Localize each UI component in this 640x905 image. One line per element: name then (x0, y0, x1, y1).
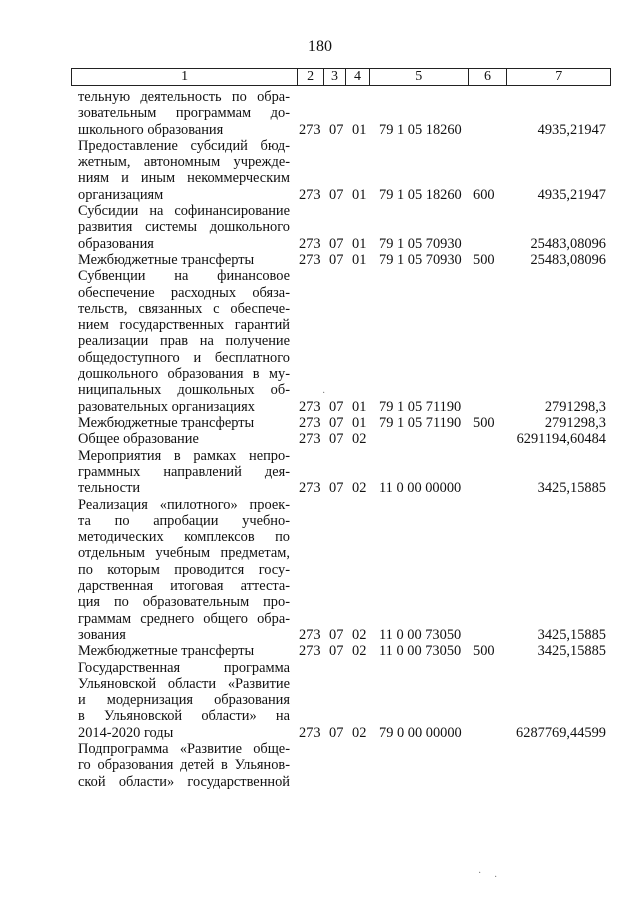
cell-c5: 11 0 00 73050 (379, 643, 462, 660)
cell-c4: 01 (352, 186, 367, 203)
description-line: Субвенции на финансовое (78, 268, 290, 285)
table-header (71, 68, 611, 86)
header-col-1: 1 (72, 69, 298, 85)
cell-c7: 2791298,3 (544, 398, 606, 415)
description-line: зовательным программам до- (78, 105, 290, 122)
cell-c4: 02 (352, 643, 367, 660)
cell-c2: 273 (299, 252, 321, 268)
description-line: Реализация «пилотного» проек- (78, 496, 290, 513)
row-description (78, 497, 290, 644)
cell-c7: 2791298,3 (544, 415, 606, 431)
cell-c2: 273 (299, 186, 321, 203)
cell-c3: 07 (329, 415, 344, 431)
cell-c3: 07 (329, 252, 344, 268)
cell-c4: 01 (352, 235, 367, 252)
cell-c2: 273 (299, 415, 321, 431)
description-line: дарственная итоговая аттеста- (78, 577, 290, 594)
cell-c2: 273 (299, 643, 321, 660)
row-description (78, 268, 290, 415)
cell-c7: 3425,15885 (537, 480, 606, 497)
cell-c2: 273 (299, 398, 321, 415)
cell-c2: 273 (299, 626, 321, 643)
description-line: разовательных организациях (78, 398, 255, 415)
description-line: Общее образование (78, 431, 199, 448)
description-line: Подпрограмма «Развитие обще- (78, 741, 290, 757)
header-col-7: 7 (555, 69, 563, 84)
description-line: ция по образовательным про- (78, 594, 290, 611)
cell-c7: 25483,08096 (530, 235, 606, 252)
cell-c4: 01 (352, 398, 367, 415)
cell-c7: 4935,21947 (537, 186, 606, 203)
cell-c3: 07 (329, 121, 344, 138)
header-col-2: 2 (298, 69, 324, 85)
page-number: 180 (308, 38, 332, 55)
cell-c3: 07 (329, 626, 344, 643)
cell-c3: 07 (329, 235, 344, 252)
scan-speck: · (494, 872, 498, 883)
row-description (78, 741, 290, 790)
cell-c3: 07 (329, 186, 344, 203)
description-line: тельную деятельность по обра- (78, 89, 290, 105)
description-line: Межбюджетные трансферты (78, 415, 255, 431)
row-description (78, 660, 290, 741)
description-line: тельств, связанных с обеспече- (78, 300, 290, 317)
cell-c5: 79 1 05 70930 (379, 235, 462, 252)
cell-c7: 6287769,44599 (516, 724, 606, 741)
header-col-5: 5 (370, 69, 469, 85)
header-col-3: 3 (324, 69, 346, 85)
row-description (78, 89, 290, 138)
description-line: школьного образования (78, 121, 224, 138)
description-line: нием государственных гарантий (78, 317, 290, 334)
row-description (78, 415, 290, 431)
cell-c4: 01 (352, 121, 367, 138)
description-line: в Ульяновской области» на (78, 708, 290, 725)
cell-c2: 273 (299, 235, 321, 252)
cell-c5: 79 1 05 18260 (379, 186, 462, 203)
cell-c6: 500 (473, 415, 495, 431)
cell-c4: 02 (352, 431, 367, 448)
description-line: по которым проводится госу- (78, 561, 290, 578)
description-line: Мероприятия в рамках непро- (78, 447, 290, 464)
cell-c7: 25483,08096 (530, 252, 606, 268)
cell-c3: 07 (329, 480, 344, 497)
row-description (78, 448, 290, 497)
cell-c4: 01 (352, 415, 367, 431)
cell-c4: 02 (352, 724, 367, 741)
cell-c7: 6291194,60484 (516, 431, 606, 448)
description-line: организациям (78, 186, 164, 203)
description-line: Межбюджетные трансферты (78, 252, 255, 268)
cell-c4: 02 (352, 626, 367, 643)
row-description (78, 138, 290, 203)
scan-speck: · (322, 388, 326, 399)
row-description (78, 643, 290, 659)
description-line: реализации прав на получение (78, 333, 290, 350)
header-col-4: 4 (346, 69, 370, 85)
cell-c3: 07 (329, 431, 344, 448)
header-col-6: 6 (469, 69, 508, 85)
cell-c2: 273 (299, 480, 321, 497)
cell-c7: 3425,15885 (537, 643, 606, 660)
cell-c5: 79 0 00 00000 (379, 724, 462, 741)
cell-c3: 07 (329, 643, 344, 660)
scan-speck: · (478, 868, 482, 879)
description-line: дошкольного образования в му- (78, 366, 290, 383)
description-line: Субсидии на софинансирование (78, 203, 290, 220)
description-line: зования (78, 626, 126, 643)
description-line: Ульяновской области «Развитие (78, 675, 290, 692)
cell-c5: 79 1 05 71190 (379, 398, 462, 415)
description-line: отдельным учебным предметам, (78, 545, 290, 562)
description-line: граммам среднего общего обра- (78, 610, 290, 627)
description-line: граммных направлений дея- (78, 463, 290, 480)
cell-c3: 07 (329, 398, 344, 415)
description-line: тельности (78, 480, 141, 497)
cell-c6: 600 (473, 186, 495, 203)
description-line: общедоступного и бесплатного (78, 349, 290, 366)
description-line: обеспечение расходных обяза- (78, 284, 290, 301)
description-line: Государственная программа (78, 659, 290, 676)
cell-c2: 273 (299, 431, 321, 448)
cell-c5: 11 0 00 00000 (379, 480, 462, 497)
description-line: го образования детей в Ульянов- (78, 757, 290, 774)
description-line: образования (78, 235, 154, 252)
cell-c6: 500 (473, 252, 495, 268)
cell-c2: 273 (299, 724, 321, 741)
cell-c7: 4935,21947 (537, 121, 606, 138)
description-line: Предоставление субсидий бюд- (78, 137, 290, 154)
description-line: та по апробации учебно- (78, 512, 290, 529)
cell-c5: 79 1 05 18260 (379, 121, 462, 138)
description-line: методических комплексов по (78, 529, 290, 546)
description-line: ской области» государственной (78, 773, 290, 790)
description-line: и модернизация образования (78, 692, 290, 709)
cell-c5: 79 1 05 71190 (379, 415, 462, 431)
description-line: жетным, автономным учрежде- (78, 154, 290, 171)
description-line: ниципальных дошкольных об- (78, 382, 290, 399)
row-description (78, 431, 290, 447)
row-description (78, 252, 290, 268)
cell-c3: 07 (329, 724, 344, 741)
description-line: 2014-2020 годы (78, 724, 174, 741)
description-line: Межбюджетные трансферты (78, 643, 255, 660)
description-line: ниям и иным некоммерческим (78, 170, 290, 187)
cell-c5: 11 0 00 73050 (379, 626, 462, 643)
cell-c7: 3425,15885 (537, 626, 606, 643)
description-line: развития системы дошкольного (78, 219, 290, 236)
cell-c4: 02 (352, 480, 367, 497)
cell-c5: 79 1 05 70930 (379, 252, 462, 268)
cell-c6: 500 (473, 643, 495, 660)
cell-c2: 273 (299, 121, 321, 138)
row-description (78, 203, 290, 252)
cell-c4: 01 (352, 252, 367, 268)
